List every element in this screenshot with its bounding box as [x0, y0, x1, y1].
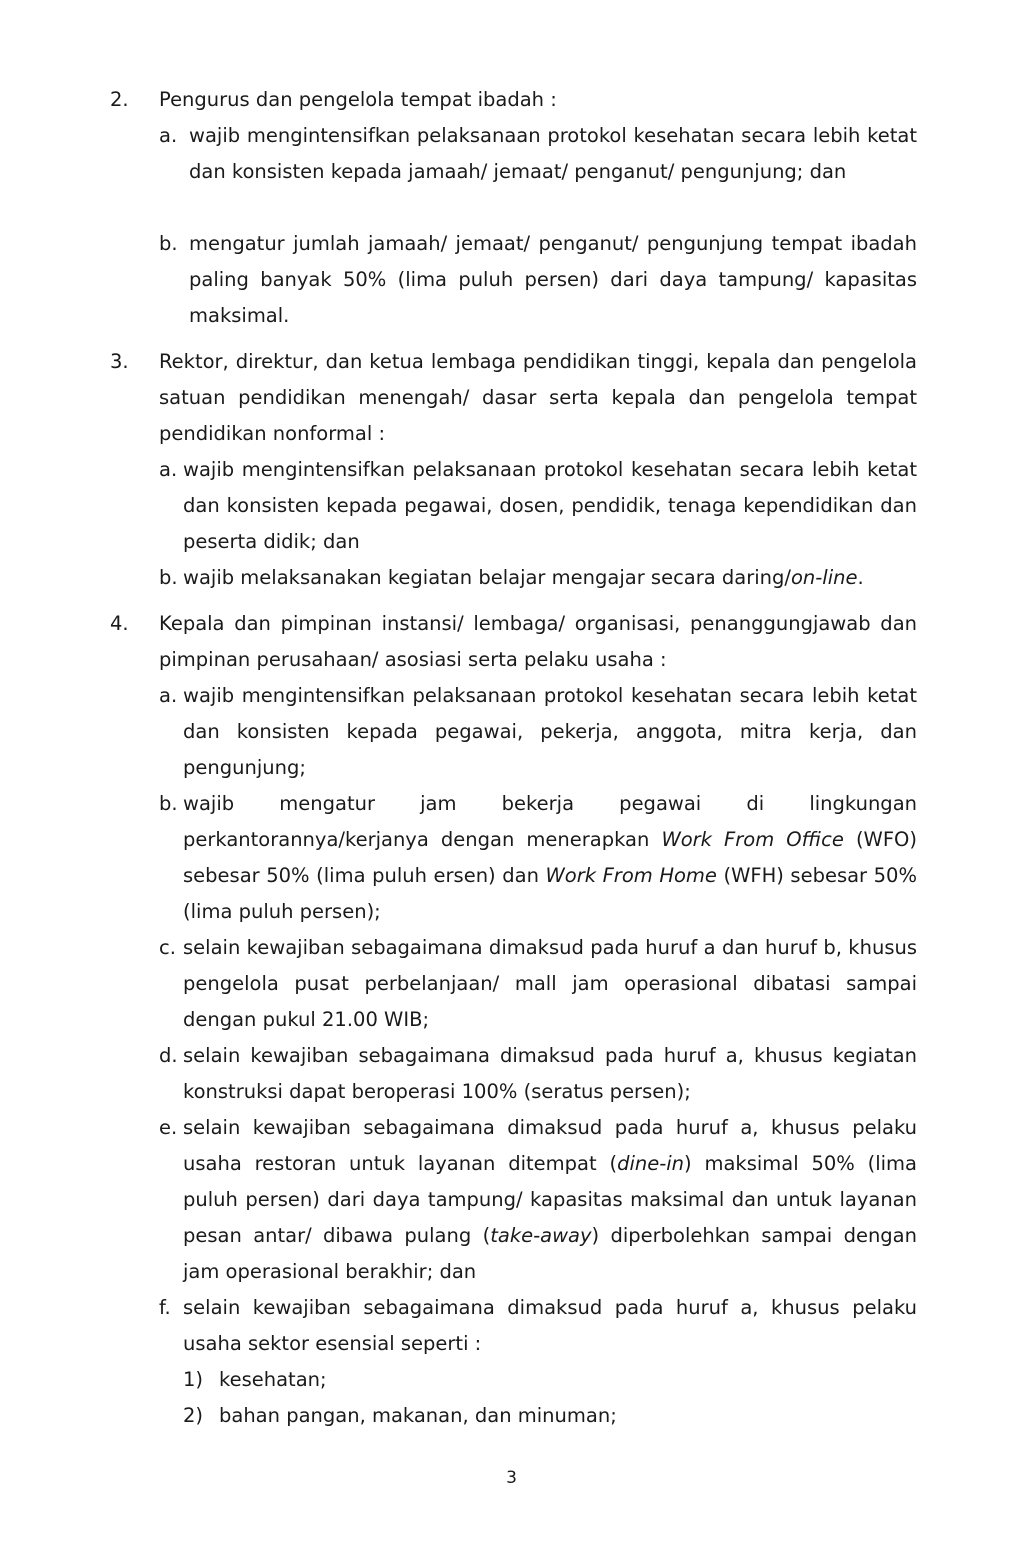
item-label: b.: [159, 566, 178, 589]
list-item-c: [159, 930, 917, 1038]
list-item-b: [159, 786, 917, 930]
section-intro: Pengurus dan pengelola tempat ibadah :: [159, 88, 557, 111]
item-label: f.: [159, 1296, 171, 1319]
item-label: a.: [159, 124, 178, 147]
section-number: 2.: [110, 88, 129, 111]
list-item-a: [159, 452, 917, 560]
item-text: bahan pangan, makanan, dan minuman;: [219, 1404, 617, 1427]
list-item-f: [159, 1290, 917, 1362]
list-item-b: [159, 560, 917, 596]
list-item-a: [159, 118, 917, 190]
item-text: kesehatan;: [219, 1368, 327, 1391]
item-text: mengatur jumlah jamaah/ jemaat/ penganut/ pengunjung tempat ibadah paling banyak 50% (lima puluh persen) dari daya tampung/ kapasitas maksimal.: [189, 232, 917, 327]
item-text: wajib mengintensifkan pelaksanaan protokol kesehatan secara lebih ketat dan konsisten kepada jamaah/ jemaat/ penganut/ pengunjung; dan: [189, 124, 917, 183]
section-intro: Rektor, direktur, dan ketua lembaga pendidikan tinggi, kepala dan pengelola satuan pendidikan menengah/ dasar serta kepala dan pengelola tempat pendidikan nonformal :: [159, 350, 917, 445]
sub-list-item-2: [183, 1398, 917, 1434]
item-label: 1): [183, 1368, 204, 1391]
page-number: 3: [506, 1468, 517, 1488]
section-intro: Kepala dan pimpinan instansi/ lembaga/ organisasi, penanggungjawab dan pimpinan perusahaan/ asosiasi serta pelaku usaha :: [159, 612, 917, 671]
item-text: wajib mengintensifkan pelaksanaan protokol kesehatan secara lebih ketat dan konsisten kepada pegawai, dosen, pendidik, tenaga kependidikan dan peserta didik; dan: [183, 458, 917, 553]
item-text: selain kewajiban sebagaimana dimaksud pada huruf a dan huruf b, khusus pengelola pusat perbelanjaan/ mall jam operasional dibatasi sampai dengan pukul 21.00 WIB;: [183, 936, 917, 1031]
list-item-a: [159, 678, 917, 786]
list-item-e: [159, 1110, 917, 1290]
item-text: selain kewajiban sebagaimana dimaksud pada huruf a, khusus pelaku usaha restoran untuk layanan ditempat (dine-in) maksimal 50% (lima puluh persen) dari daya tampung/ kapasitas maksimal dan untuk layanan pesan antar/ dibawa pulang (take-away) diperbolehkan sampai dengan jam operasional berakhir; dan: [183, 1116, 917, 1283]
item-text: wajib melaksanakan kegiatan belajar mengajar secara daring/on-line.: [183, 566, 864, 589]
item-label: a.: [159, 684, 178, 707]
item-label: c.: [159, 936, 176, 959]
item-label: a.: [159, 458, 178, 481]
item-label: b.: [159, 792, 178, 815]
item-label: b.: [159, 232, 178, 255]
list-item-d: [159, 1038, 917, 1110]
item-text: wajib mengatur jam bekerja pegawai di lingkungan perkantorannya/kerjanya dengan menerapkan Work From Office (WFO) sebesar 50% (lima puluh ersen) dan Work From Home (WFH) sebesar 50% (lima puluh persen);: [183, 792, 918, 923]
item-label: 2): [183, 1404, 204, 1427]
item-text: wajib mengintensifkan pelaksanaan protokol kesehatan secara lebih ketat dan konsisten kepada pegawai, pekerja, anggota, mitra kerja, dan pengunjung;: [183, 684, 917, 779]
section-number: 3.: [110, 350, 129, 373]
item-text: selain kewajiban sebagaimana dimaksud pada huruf a, khusus pelaku usaha sektor esensial seperti :: [183, 1296, 917, 1355]
item-text: selain kewajiban sebagaimana dimaksud pada huruf a, khusus kegiatan konstruksi dapat beroperasi 100% (seratus persen);: [183, 1044, 917, 1103]
section-number: 4.: [110, 612, 129, 635]
list-item-b: [159, 226, 917, 334]
sub-list-item-1: [183, 1362, 917, 1398]
item-label: e.: [159, 1116, 178, 1139]
item-label: d.: [159, 1044, 178, 1067]
